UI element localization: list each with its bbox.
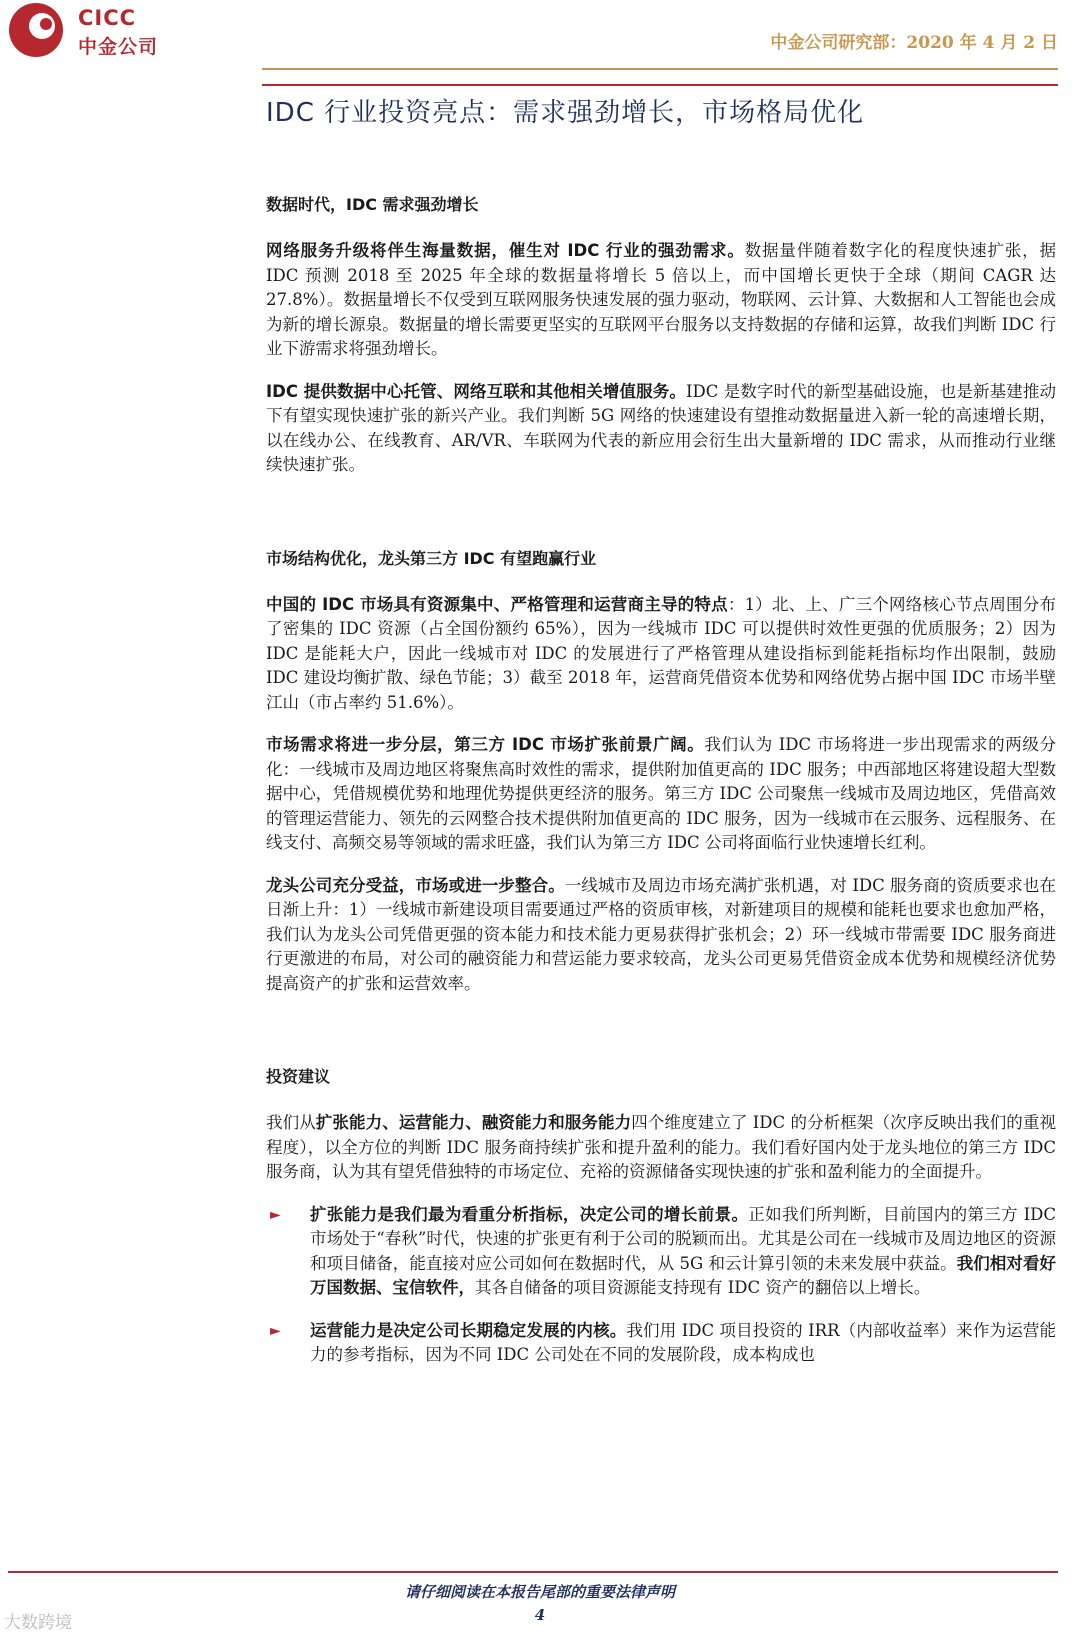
bullet-text: 正如我们所判断，目前国内的第三方 IDC 市场处于“春秋”时代，快速的扩张更有利于公司的脱颖而出。尤其是公司在一线城市及周边地区的资源和项目储备，能直接对应公司如何在数据时代，从 5G 和云计算引领的未来发展中获益。	[310, 1204, 1056, 1273]
logo-text-cn: 中金公司	[78, 36, 159, 58]
paragraph-text: IDC 是数字时代的新型基础设施，也是新基建推动下有望实现快速扩张的新兴产业。我们判断 5G 网络的快速建设有望推动数据量进入新一轮的高速增长期，以在线办公、在线教育、AR/VR、车联网为代表的新应用会衍生出大量新增的 IDC 需求，从而推动行业继续快速扩张。	[266, 381, 1056, 474]
watermark: 大数跨境	[4, 1613, 72, 1633]
paragraph-text: 一线城市及周边市场充满扩张机遇，对 IDC 服务商的资质要求也在日渐上升：1）一线城市新建设项目需要通过严格的资质审核，对新建项目的规模和能耗也要求也愈加严格，我们认为龙头公司凭借更强的资本能力和技术能力更易获得扩张机会；2）环一线城市带需要 IDC 服务商进行更激进的布局，对公司的融资能力和营运能力要求较高，龙头公司更易凭借资金成本优势和规模经济优势提高资产的扩张和运营效率。	[266, 875, 1056, 993]
paragraph-lead: 龙头公司充分受益，市场或进一步整合。	[266, 875, 565, 895]
page-number: 4	[534, 1606, 546, 1624]
paragraph-text: 数据量伴随着数字化的程度快速扩张，据 IDC 预测 2018 至 2025 年全球的数据量将增长 5 倍以上，而中国增长更快于全球（期间 CAGR 达 27.8%）。数据量增长不仅受到互联网服务快速发展的强力驱动，物联网、云计算、大数据和人工智能也会成为新的增长源泉。数据量的增长需要更坚实的互联网平台服务以支持数据的存储和运算，故我们判断 IDC 行业下游需求将强劲增长。	[266, 241, 1057, 358]
page-title: IDC 行业投资亮点：需求强劲增长，市场格局优化	[266, 98, 865, 128]
header-divider	[262, 68, 1058, 70]
report-body	[266, 192, 1056, 1386]
paragraph-text: 我们从	[266, 1113, 316, 1132]
section-heading: 市场结构优化，龙头第三方 IDC 有望跑赢行业	[266, 548, 597, 568]
title-divider	[262, 84, 1058, 86]
bullet-lead: 扩张能力是我们最为看重分析指标，决定公司的增长前景。	[310, 1204, 749, 1224]
logo-text-en: CICC	[78, 6, 137, 30]
bullet-text: 其各自储备的项目资源能支持现有 IDC 资产的翻倍以上增长。	[475, 1278, 931, 1297]
report-source-date: 中金公司研究部：2020 年 4 月 2 日	[770, 33, 1058, 53]
paragraph-lead: 网络服务升级将伴生海量数据，催生对 IDC 行业的强劲需求。	[266, 241, 745, 260]
cicc-logo-mark-icon	[8, 2, 64, 58]
bullet-item	[266, 1319, 1056, 1368]
paragraph	[266, 733, 1056, 856]
paragraph-lead: IDC 提供数据中心托管、网络互联和其他相关增值服务。	[266, 381, 687, 401]
paragraph	[266, 239, 1056, 362]
paragraph-text: 我们认为 IDC 市场将进一步出现需求的两级分化：一线城市及周边地区将聚焦高时效性的需求，提供附加值更高的 IDC 服务；中西部地区将建设超大型数据中心，凭借规模优势和地理优势提供更经济的服务。第三方 IDC 公司聚焦一线城市及周边地区，凭借高效的管理运营能力、领先的云网整合技术提供附加值更高的 IDC 服务，因为一线城市在云服务、远程服务、在线支付、高频交易等领域的需求旺盛，我们认为第三方 IDC 公司将面临行业快速增长红利。	[266, 735, 1056, 852]
section-heading: 数据时代，IDC 需求强劲增长	[266, 195, 479, 214]
paragraph	[266, 593, 1056, 716]
paragraph	[266, 874, 1056, 997]
bullet-lead: 运营能力是决定公司长期稳定发展的内核。	[310, 1320, 627, 1340]
bullet-emphasis: 我们相对看好万国数据、宝信软件，	[310, 1253, 1056, 1297]
section-heading: 投资建议	[266, 1067, 331, 1086]
bullet-text: 我们用 IDC 项目投资的 IRR（内部收益率）来作为运营能力的参考指标，因为不同 IDC 公司处在不同的发展阶段，成本构成也	[310, 1320, 1056, 1364]
paragraph	[266, 1111, 1056, 1185]
footer-divider	[8, 1571, 1058, 1573]
cicc-logo	[8, 2, 168, 58]
paragraph-lead: 中国的 IDC 市场具有资源集中、严格管理和运营商主导的特点	[266, 594, 728, 614]
bullet-item	[266, 1203, 1056, 1301]
triangle-bullet-icon: ►	[270, 1322, 281, 1339]
legal-disclaimer-note: 请仔细阅读在本报告尾部的重要法律声明	[404, 1583, 675, 1601]
triangle-bullet-icon: ►	[270, 1206, 281, 1223]
paragraph-emphasis: 扩张能力、运营能力、融资能力和服务能力	[315, 1113, 632, 1132]
paragraph	[266, 380, 1056, 478]
paragraph-text: 四个维度建立了 IDC 的分析框架（次序反映出我们的重视程度），以全方位的判断 IDC 服务商持续扩张和提升盈利的能力。我们看好国内处于龙头地位的第三方 IDC 服务商，认为其有望凭借独特的市场定位、充裕的资源储备实现快速的扩张和盈利能力的全面提升。	[266, 1113, 1057, 1181]
paragraph-text: ：1）北、上、广三个网络核心节点周围分布了密集的 IDC 资源（占全国份额约 65%），因为一线城市 IDC 可以提供时效性更强的优质服务；2）因为 IDC 是能耗大户，因此一线城市对 IDC 的发展进行了严格管理从建设指标到能耗指标均作出限制，鼓励 IDC 建设均衡扩散、绿色节能；3）截至 2018 年，运营商凭借资本优势和网络优势占据中国 IDC 市场半壁江山（市占率约 51.6%）。	[266, 594, 1056, 712]
paragraph-lead: 市场需求将进一步分层，第三方 IDC 市场扩张前景广阔。	[266, 735, 705, 754]
